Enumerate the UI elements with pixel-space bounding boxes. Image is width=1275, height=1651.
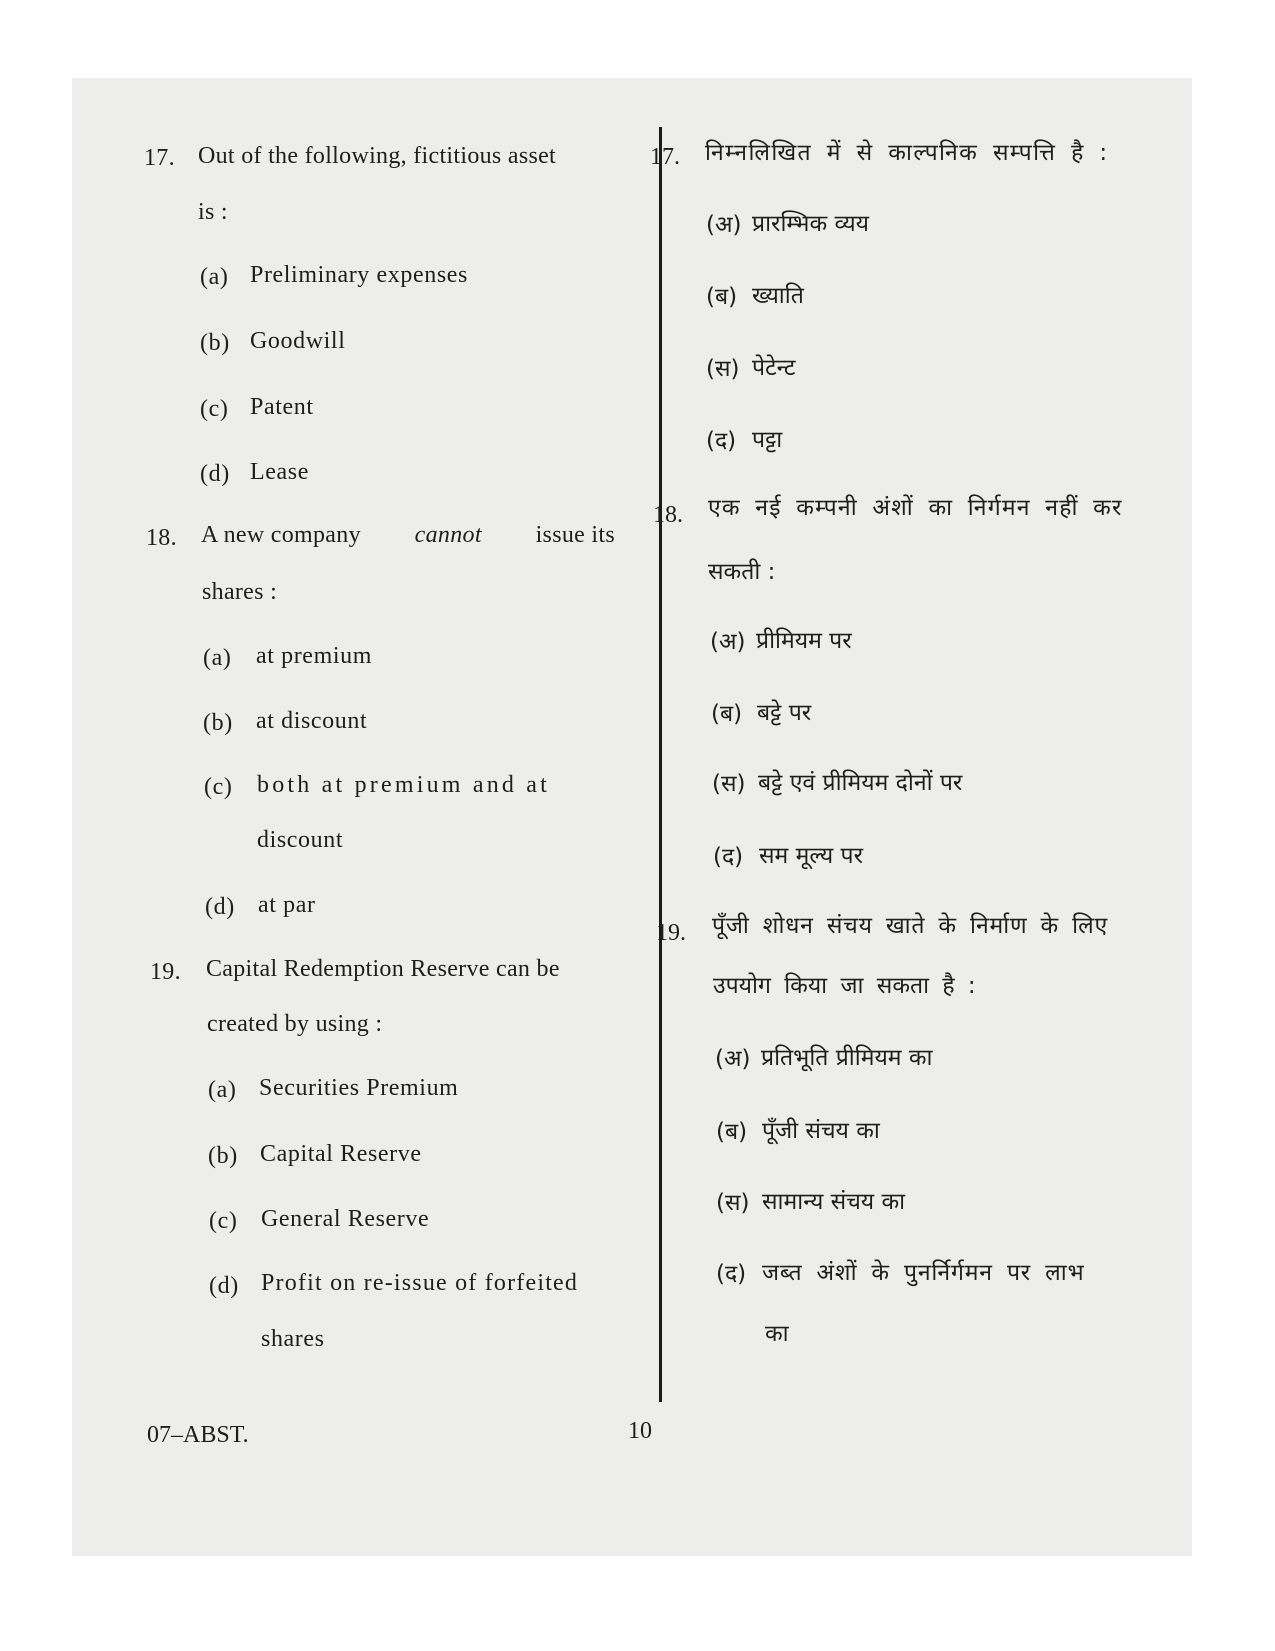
q18-option-b-label: (b) [203, 710, 233, 736]
paper-code: 07–ABST. [147, 1422, 249, 1448]
q19-option-b-label: (b) [208, 1143, 238, 1169]
q19-option-d-text: Profit on re-issue of forfeited [261, 1270, 579, 1296]
hindi-question-18-text-line2: सकती : [708, 559, 776, 585]
q18-option-b-text: at discount [256, 708, 368, 734]
q19-option-c-label: (c) [209, 1208, 238, 1234]
q17-option-d-label: (d) [200, 461, 230, 487]
hindi-q19-option-b-text: पूँजी संचय का [762, 1118, 880, 1144]
hindi-question-19-text-line2: उपयोग किया जा सकता है : [713, 973, 976, 999]
q18-option-a-text: at premium [256, 643, 372, 669]
page-number: 10 [628, 1418, 652, 1444]
hindi-q18-option-b-label: (ब) [711, 701, 743, 727]
hindi-q19-option-b-label: (ब) [716, 1119, 748, 1145]
q18-option-c-text-line2: discount [257, 827, 344, 853]
hindi-q17-option-d-text: पट्टा [752, 427, 783, 453]
q18-option-c-text: both at premium and at [257, 772, 551, 798]
q18-option-d-text: at par [258, 892, 316, 918]
hindi-q18-option-a-text: प्रीमियम पर [756, 628, 852, 654]
q19-option-a-text: Securities Premium [259, 1075, 459, 1101]
q19-option-c-text: General Reserve [261, 1206, 430, 1232]
hindi-question-17-number: 17. [650, 144, 680, 170]
q18-option-a-label: (a) [203, 645, 232, 671]
question-18-number: 18. [146, 525, 177, 551]
q17-option-c-label: (c) [200, 396, 229, 422]
question-18-text-post: issue its [535, 522, 615, 548]
q17-option-a-text: Preliminary expenses [250, 262, 468, 288]
hindi-q19-option-a-label: (अ) [715, 1046, 751, 1072]
hindi-q17-option-a-label: (अ) [706, 212, 742, 238]
hindi-q19-option-c-text: सामान्य संचय का [762, 1189, 906, 1215]
hindi-question-17-text: निम्नलिखित में से काल्पनिक सम्पत्ति है : [705, 140, 1109, 166]
question-19-number: 19. [150, 959, 181, 985]
hindi-q18-option-d-text: सम मूल्य पर [759, 843, 864, 869]
hindi-question-19-number: 19. [656, 920, 686, 946]
hindi-q19-option-d-label: (द) [716, 1261, 747, 1287]
hindi-q18-option-d-label: (द) [713, 844, 744, 870]
question-17-text-line2: is : [198, 199, 228, 225]
q17-option-b-text: Goodwill [250, 328, 346, 354]
question-17-number: 17. [144, 145, 175, 171]
hindi-question-18-number: 18. [653, 502, 683, 528]
question-19-text-line2: created by using : [207, 1011, 383, 1037]
hindi-q17-option-b-label: (ब) [706, 284, 738, 310]
hindi-q19-option-a-text: प्रतिभूति प्रीमियम का [761, 1045, 933, 1071]
hindi-q17-option-c-label: (स) [706, 356, 740, 382]
hindi-question-19-text-line1: पूँजी शोधन संचय खाते के निर्माण के लिए [712, 913, 1109, 939]
q17-option-d-text: Lease [250, 459, 309, 485]
q19-option-d-text-line2: shares [261, 1326, 325, 1352]
q18-option-c-label: (c) [204, 774, 233, 800]
hindi-q18-option-c-text: बट्टे एवं प्रीमियम दोनों पर [758, 770, 963, 796]
q17-option-c-text: Patent [250, 394, 314, 420]
scanned-page [72, 78, 1192, 1556]
column-divider [659, 127, 662, 1402]
question-18-text-pre: A new company [201, 522, 361, 548]
hindi-question-18-text-line1: एक नई कम्पनी अंशों का निर्गमन नहीं कर [708, 495, 1123, 521]
question-18-text-emphasis: cannot [414, 522, 482, 548]
question-19-text-line1: Capital Redemption Reserve can be [206, 956, 560, 982]
q17-option-b-label: (b) [200, 330, 230, 356]
hindi-q18-option-a-label: (अ) [710, 629, 746, 655]
q19-option-a-label: (a) [208, 1077, 237, 1103]
q17-option-a-label: (a) [200, 264, 229, 290]
hindi-q17-option-d-label: (द) [706, 428, 737, 454]
hindi-q17-option-b-text: ख्याति [752, 283, 804, 309]
question-18-text-line2: shares : [202, 579, 278, 605]
hindi-q19-option-c-label: (स) [716, 1190, 750, 1216]
question-17-text-line1: Out of the following, fictitious asset [198, 143, 557, 169]
hindi-q17-option-a-text: प्रारम्भिक व्यय [752, 211, 869, 237]
q19-option-d-label: (d) [209, 1273, 239, 1299]
q19-option-b-text: Capital Reserve [260, 1141, 422, 1167]
hindi-q19-option-d-text: जब्त अंशों के पुनर्निर्गमन पर लाभ [762, 1260, 1085, 1286]
hindi-q19-option-d-text-line2: का [765, 1321, 789, 1347]
question-18-text-line1 [201, 523, 615, 547]
hindi-q18-option-c-label: (स) [712, 771, 746, 797]
q18-option-d-label: (d) [205, 894, 235, 920]
hindi-q17-option-c-text: पेटेन्ट [752, 355, 796, 381]
hindi-q18-option-b-text: बट्टे पर [757, 700, 812, 726]
